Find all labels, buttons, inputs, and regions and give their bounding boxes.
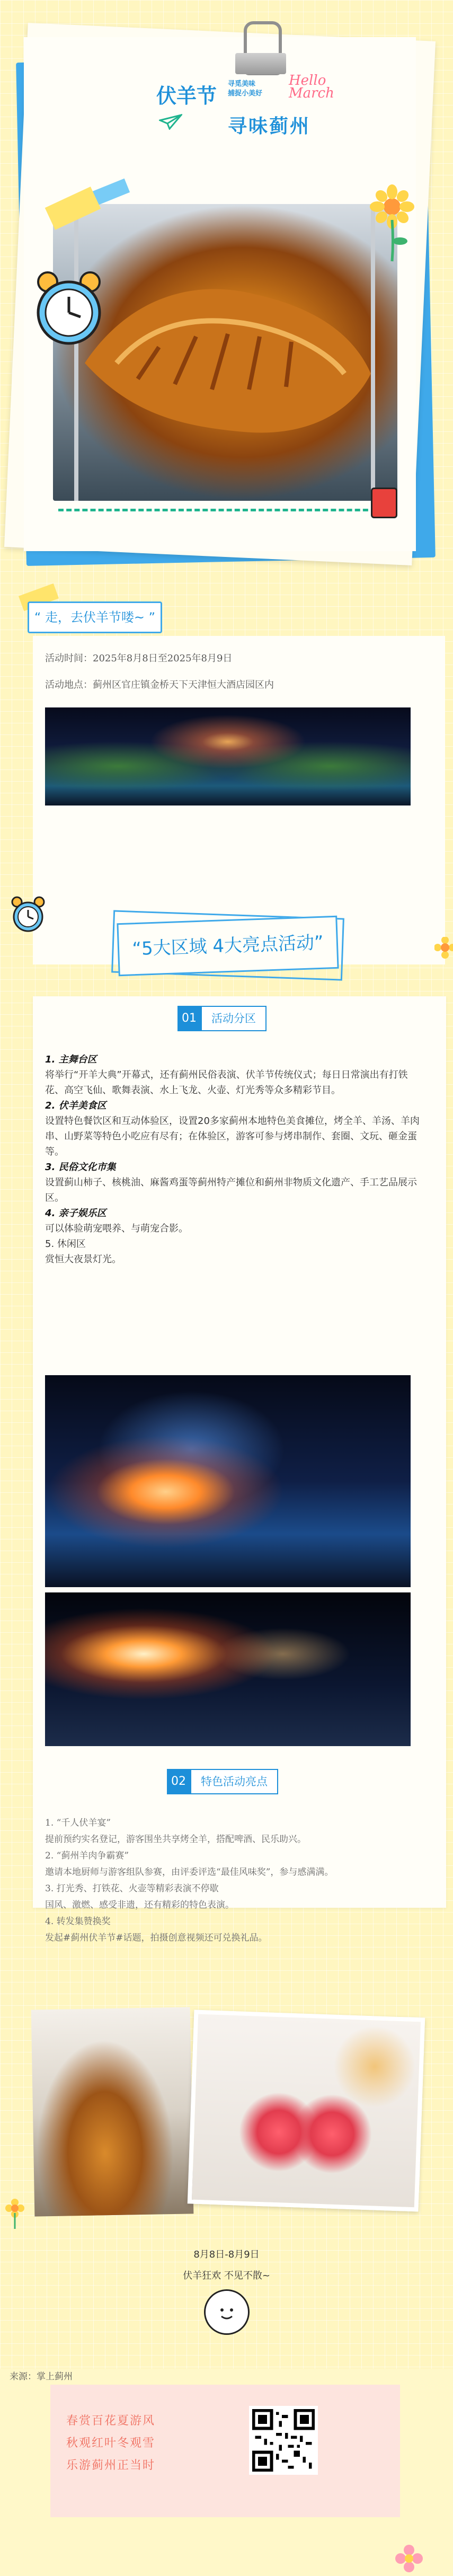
promo-line: 春赏百花夏游风 <box>66 2414 156 2428</box>
zone-list <box>45 1052 427 1267</box>
hero-subtitle <box>228 79 262 99</box>
highlight-line: 发起#蓟州伏羊节#话题，拍摄创意视频还可兑换礼品。 <box>45 1933 268 1943</box>
dashed-divider <box>58 509 376 511</box>
highlight-line: 3. 打光秀、打铁花、火壶等精彩表演不停歇 <box>45 1883 219 1894</box>
event-dates: 8月8日-8月9日 <box>193 2249 260 2260</box>
hello-text: Hello <box>289 73 326 88</box>
hero-subtitle-line2: 捕捉小美好 <box>228 90 263 98</box>
zone-heading: 4. 亲子娱乐区 <box>45 1208 106 1219</box>
zone-heading: 2. 伏羊美食区 <box>45 1100 106 1111</box>
zone-description: 赏恒大夜景灯光。 <box>45 1254 121 1265</box>
alarm-clock-icon <box>32 270 106 350</box>
paper-plane-icon <box>159 114 182 130</box>
highlight-line: 国风、激燃、感受非遗，还有精彩的特色表演。 <box>45 1900 234 1910</box>
highlights-list <box>45 1815 427 1946</box>
zone-description: 可以体验萌宠喂养、与萌宠合影。 <box>45 1223 188 1234</box>
cartoon-face-icon <box>206 2291 248 2333</box>
promo-line: 乐游蓟州正当时 <box>66 2459 156 2472</box>
highlight-line: 2. “蓟州羊肉争霸赛” <box>45 1851 129 1861</box>
promo-line: 秋观红叶冬观雪 <box>66 2437 156 2450</box>
section-number: 01 <box>177 1006 201 1031</box>
hero-title: 伏羊节 <box>156 84 217 108</box>
hotel-night-photo <box>45 707 411 805</box>
highlight-line: 1. “千人伏羊宴” <box>45 1818 111 1828</box>
activity-place: 活动地点：蓟州区官庄镇金桥天下天津恒大酒店园区内 <box>45 679 274 691</box>
sunflower-icon <box>4 2198 25 2230</box>
section-title: 活动分区 <box>201 1006 267 1031</box>
highlight-line: 提前预约实名登记，游客围坐共享烤全羊，搭配啤酒、民乐助兴。 <box>45 1834 306 1845</box>
source-credit: 来源：掌上蓟州 <box>10 2371 73 2382</box>
highlight-line: 4. 转发集赞换奖 <box>45 1916 111 1927</box>
event-slogan: 伏羊狂欢 不见不散~ <box>183 2270 270 2281</box>
zone-description: 将举行“开羊大典”开幕式，还有蓟州民俗表演、伏羊节传统仪式；每日日常演出有打铁花、高空飞仙、歌舞表演、水上飞龙、火壶、灯光秀等众多精彩节目。 <box>45 1069 408 1096</box>
bus-icon <box>371 488 397 518</box>
hero-title-secondary: 寻味蓟州 <box>228 116 311 137</box>
binder-clip-base <box>235 53 286 74</box>
section-number: 02 <box>167 1769 190 1794</box>
section-heading-1 <box>177 1006 267 1031</box>
activity-time: 活动时间：2025年8月8日至2025年8月9日 <box>45 653 233 664</box>
zone-description: 设置特色餐饮区和互动体验区，设置20多家蓟州本地特色美食摊位，烤全羊、羊汤、羊肉串、山野菜等特色小吃应有尽有；在体验区，游客可参与烤串制作、套圈、文玩、砸金蛋等。 <box>45 1116 420 1157</box>
highlight-line: 邀请本地厨师与游客组队参赛，由评委评选“最佳风味奖”，参与感满满。 <box>45 1867 334 1878</box>
roast-lamb-photo <box>53 204 397 501</box>
sunflower-icon <box>368 183 416 262</box>
fire-pot-performance-photo <box>45 1592 411 1746</box>
banquet-toast-photo <box>188 2010 425 2212</box>
roast-lamb-illustration <box>53 204 397 501</box>
march-text: March <box>289 85 334 101</box>
qr-code-icon <box>252 2409 315 2472</box>
hero-subtitle-line1: 寻觅美味 <box>228 80 256 88</box>
flower-icon <box>393 2543 425 2574</box>
zone-heading: 5. 休闲区 <box>45 1238 86 1250</box>
zone-heading: 3. 民俗文化市集 <box>45 1162 116 1173</box>
see-you-sticker <box>204 2289 250 2335</box>
fire-performance-photo <box>45 1375 411 1587</box>
lamb-carving-photo <box>31 2007 194 2216</box>
section-heading-2 <box>167 1769 278 1794</box>
sunflower-icon <box>434 937 453 963</box>
hello-march-text <box>289 74 334 100</box>
qr-code[interactable] <box>249 2406 318 2475</box>
section-title: 特色活动亮点 <box>190 1769 278 1794</box>
highlights-banner: “5大区域 4大亮点活动” <box>117 916 339 976</box>
alarm-clock-icon <box>10 896 47 933</box>
zone-heading: 1. 主舞台区 <box>45 1054 97 1065</box>
zone-description: 设置蓟山柿子、核桃油、麻酱鸡蛋等蓟州特产摊位和蓟州非物质文化遗产、手工艺品展示区。 <box>45 1177 417 1203</box>
go-label: “ 走，去伏羊节喽~ ” <box>28 601 162 633</box>
